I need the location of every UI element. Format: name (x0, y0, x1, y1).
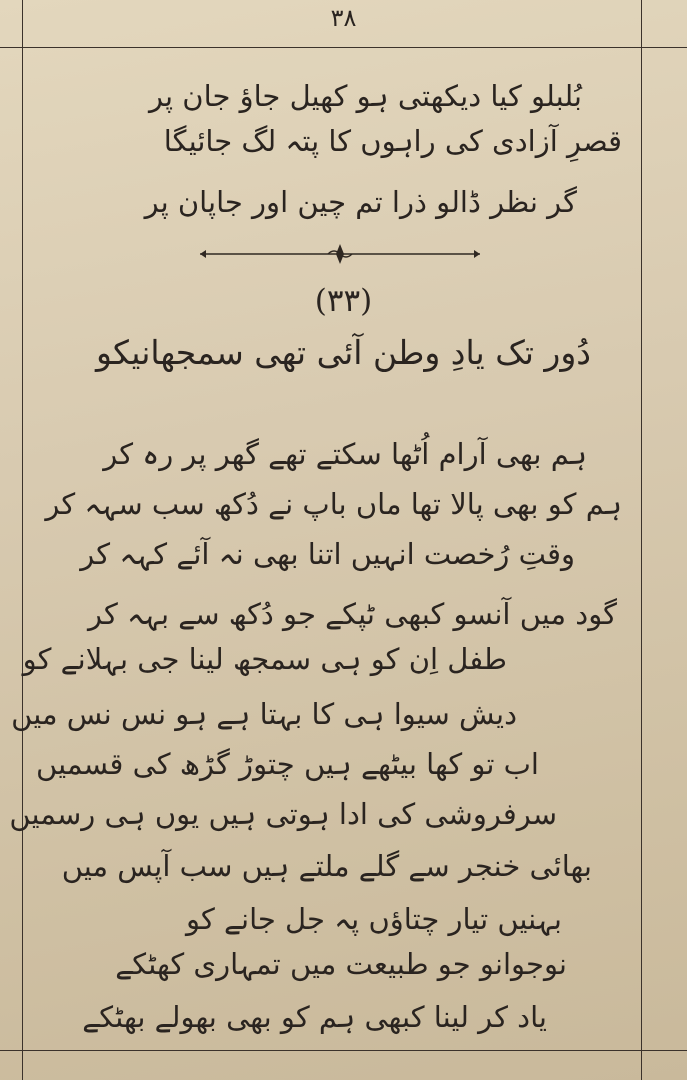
poem-title: دُور تک یادِ وطن آئی تھی سمجھانیکو (96, 333, 591, 372)
verse-line: گر نظر ڈالو ذرا تم چین اور جاپان پر (144, 185, 577, 219)
poem-line: طفل اِن کو ہی سمجھ لینا جی بہلانے کو (22, 642, 507, 676)
verse-line: قصرِ آزادی کی راہوں کا پتہ لگ جائیگا (163, 124, 622, 158)
right-border-rule (641, 0, 642, 1080)
verse-line: بُلبلو کیا دیکھتی ہو کھیل جاؤ جان پر (149, 79, 582, 113)
top-border-rule (0, 47, 687, 48)
bottom-border-rule (0, 1050, 687, 1051)
poem-number: (۳۳) (314, 283, 373, 319)
page-number: ۳۸ (330, 4, 357, 32)
poem-line: گود میں آنسو کبھی ٹپکے جو دُکھ سے بہہ کر (87, 597, 617, 631)
poem-line: نوجوانو جو طبیعت میں تمہاری کھٹکے (115, 947, 567, 981)
poem-line: ہم کو بھی پالا تھا ماں باپ نے دُکھ سب سہہ کر (45, 487, 622, 521)
poem-line: ہم بھی آرام اُٹھا سکتے تھے گھر پر رہ کر (103, 437, 587, 471)
poem-line: بہنیں تیار چتاؤں پہ جل جانے کو (186, 902, 562, 936)
poem-line: سرفروشی کی ادا ہوتی ہیں یوں ہی رسمیں (9, 797, 557, 831)
poem-line: دیش سیوا ہی کا بہتا ہے ہو نس نس میں (11, 697, 517, 731)
poem-line: بھائی خنجر سے گلے ملتے ہیں سب آپس میں (61, 849, 592, 883)
poem-line: اب تو کھا بیٹھے ہیں چتوڑ گڑھ کی قسمیں (36, 747, 539, 781)
poem-line: وقتِ رُخصت انہیں اتنا بھی نہ آئے کہہ کر (80, 537, 575, 571)
poem-line: یاد کر لینا کبھی ہم کو بھی بھولے بھٹکے (82, 1000, 547, 1034)
ornament-divider (200, 240, 480, 268)
left-border-rule (22, 0, 23, 1080)
